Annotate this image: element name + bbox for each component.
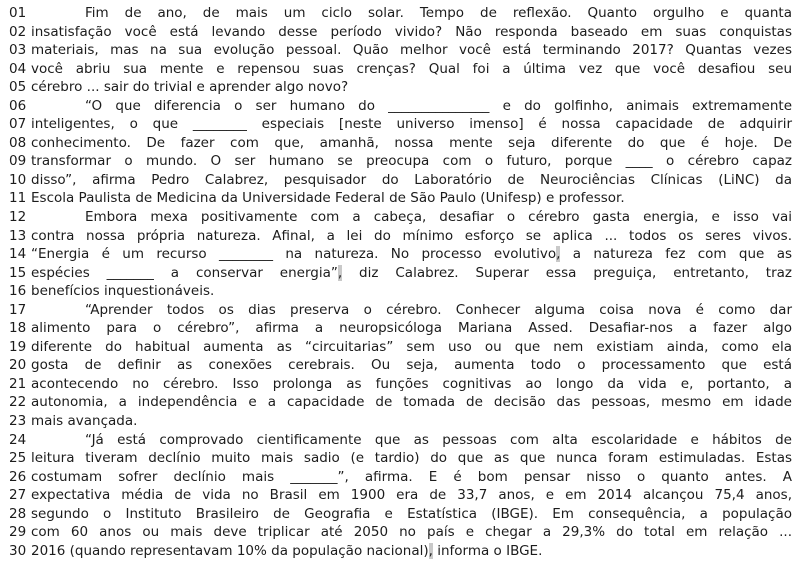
line-number: 06 bbox=[9, 97, 27, 114]
text-line bbox=[0, 338, 792, 357]
line-text: alimento para o cérebro”, afirma a neuropsicóloga Mariana Assed. Desafiar-nos a fazer algo bbox=[31, 320, 792, 337]
line-number: 10 bbox=[9, 171, 27, 188]
line-number: 07 bbox=[9, 116, 27, 133]
highlighted-comma: , bbox=[337, 264, 343, 281]
text-line bbox=[0, 393, 792, 412]
line-number: 03 bbox=[9, 42, 27, 59]
line-number: 21 bbox=[9, 375, 27, 392]
line-number: 16 bbox=[9, 283, 27, 300]
line-number: 18 bbox=[9, 320, 27, 337]
line-number: 14 bbox=[9, 246, 27, 263]
text-line bbox=[0, 4, 792, 23]
line-number: 05 bbox=[9, 79, 27, 96]
line-number: 20 bbox=[9, 357, 27, 374]
line-text: “Aprender todos os dias preserva o cérebro. Conhecer alguma coisa nova é como dar bbox=[85, 301, 792, 318]
line-number: 25 bbox=[9, 450, 27, 467]
line-text: leitura tiveram declínio muito mais sadio (e tardio) do que as que nunca foram estimuladas. Estas bbox=[31, 450, 792, 467]
line-number: 08 bbox=[9, 134, 27, 151]
text-line bbox=[0, 486, 792, 505]
line-number: 29 bbox=[9, 524, 27, 541]
line-number: 28 bbox=[9, 505, 27, 522]
text-line bbox=[0, 505, 792, 524]
text-line bbox=[0, 245, 792, 264]
line-number: 26 bbox=[9, 468, 27, 485]
line-text: diferente do habitual aumenta as “circuitarias” sem uso ou que nem existiam ainda, como ela bbox=[31, 338, 792, 355]
text-line bbox=[0, 171, 792, 190]
text-line bbox=[0, 375, 792, 394]
text-line bbox=[0, 134, 792, 153]
line-text: conhecimento. De fazer com que, amanhã, nossa mente seja diferente do que é hoje. De bbox=[31, 134, 792, 151]
line-text: espécies _______ a conservar energia”, diz Calabrez. Superar essa preguiça, entretanto, traz bbox=[31, 264, 792, 281]
line-text: 2016 (quando representavam 10% da população nacional), informa o IBGE. bbox=[31, 542, 543, 559]
line-number: 04 bbox=[9, 60, 27, 77]
line-text: insatisfação você está levando desse período vivido? Não responda baseado em suas conquistas bbox=[31, 23, 792, 40]
line-text: “O que diferencia o ser humano do _______________ e do golfinho, animais extremamente bbox=[85, 97, 792, 114]
text-line bbox=[0, 319, 792, 338]
text-line bbox=[0, 23, 792, 42]
line-text: mais avançada. bbox=[31, 413, 138, 430]
text-line bbox=[0, 41, 792, 60]
text-line bbox=[0, 282, 792, 301]
line-text: com 60 anos ou mais deve triplicar até 2050 no país e chegar a 29,3% do total em relação ... bbox=[31, 524, 792, 541]
text-line bbox=[0, 523, 792, 542]
text-line bbox=[0, 301, 792, 320]
text-line bbox=[0, 431, 792, 450]
line-number: 17 bbox=[9, 301, 27, 318]
line-text: expectativa média de vida no Brasil em 1900 era de 33,7 anos, e em 2014 alcançou 75,4 anos, bbox=[31, 487, 792, 504]
text-line bbox=[0, 60, 792, 79]
line-number: 22 bbox=[9, 394, 27, 411]
line-text: Embora mexa positivamente com a cabeça, desafiar o cérebro gasta energia, e isso vai bbox=[85, 209, 792, 226]
text-line bbox=[0, 542, 792, 561]
text-line bbox=[0, 152, 792, 171]
line-text: benefícios inquestionáveis. bbox=[31, 283, 215, 300]
line-text: gosta de definir as conexões cerebrais. Ou seja, aumenta todo o processamento que está bbox=[31, 357, 792, 374]
text-line bbox=[0, 189, 792, 208]
line-text: “Já está comprovado cientificamente que as pessoas com alta escolaridade e hábitos de bbox=[85, 431, 792, 448]
line-number: 23 bbox=[9, 413, 27, 430]
line-number: 12 bbox=[9, 209, 27, 226]
line-number: 13 bbox=[9, 227, 27, 244]
line-number: 27 bbox=[9, 487, 27, 504]
line-text: segundo o Instituto Brasileiro de Geografia e Estatística (IBGE). Em consequência, a população bbox=[31, 505, 792, 522]
line-text: costumam sofrer declínio mais _______”, afirma. E é bom pensar nisso o quanto antes. A bbox=[31, 468, 792, 485]
line-text: cérebro ... sair do trivial e aprender algo novo? bbox=[31, 79, 349, 96]
line-text: acontecendo no cérebro. Isso prolonga as funções cognitivas ao longo da vida e, portanto, a bbox=[31, 375, 792, 392]
line-text: você abriu sua mente e repensou suas crenças? Qual foi a última vez que você desafiou seu bbox=[31, 60, 792, 77]
line-number: 19 bbox=[9, 338, 27, 355]
line-text: Escola Paulista de Medicina da Universidade Federal de São Paulo (Unifesp) e professor. bbox=[31, 190, 625, 207]
text-line bbox=[0, 97, 792, 116]
text-line bbox=[0, 449, 792, 468]
line-text: disso”, afirma Pedro Calabrez, pesquisador do Laboratório de Neurociências Clínicas (LiNC) da bbox=[31, 171, 792, 188]
line-number: 24 bbox=[9, 431, 27, 448]
line-number: 30 bbox=[9, 542, 27, 559]
text-line bbox=[0, 115, 792, 134]
line-text: “Energia é um recurso ________ na natureza. No processo evolutivo, a natureza fez com que as bbox=[31, 246, 792, 263]
line-text: autonomia, a independência e a capacidade de tomada de decisão das pessoas, mesmo em idade bbox=[31, 394, 792, 411]
text-line bbox=[0, 227, 792, 246]
line-text: contra nossa própria natureza. Afinal, a lei do mínimo esforço se aplica ... todos os seres vivos. bbox=[31, 227, 792, 244]
text-line bbox=[0, 208, 792, 227]
text-line bbox=[0, 356, 792, 375]
highlighted-comma: , bbox=[428, 542, 433, 559]
line-text: materiais, mas na sua evolução pessoal. Quão melhor você está terminando 2017? Quantas vezes bbox=[31, 42, 792, 59]
line-number: 15 bbox=[9, 264, 27, 281]
text-line bbox=[0, 264, 792, 283]
line-text: transformar o mundo. O ser humano se preocupa com o futuro, porque ____ o cérebro capaz bbox=[31, 153, 792, 170]
line-number: 11 bbox=[9, 190, 27, 207]
highlighted-comma: , bbox=[556, 246, 561, 263]
line-number: 09 bbox=[9, 153, 27, 170]
line-number: 02 bbox=[9, 23, 27, 40]
text-line bbox=[0, 78, 792, 97]
text-line bbox=[0, 412, 792, 431]
text-line bbox=[0, 468, 792, 487]
line-text: Fim de ano, de mais um ciclo solar. Tempo de reflexão. Quanto orgulho e quanta bbox=[85, 5, 792, 21]
line-text: inteligentes, o que ________ especiais [neste universo imenso] é nossa capacidade de adquirir bbox=[31, 116, 792, 133]
line-number: 01 bbox=[9, 5, 27, 21]
